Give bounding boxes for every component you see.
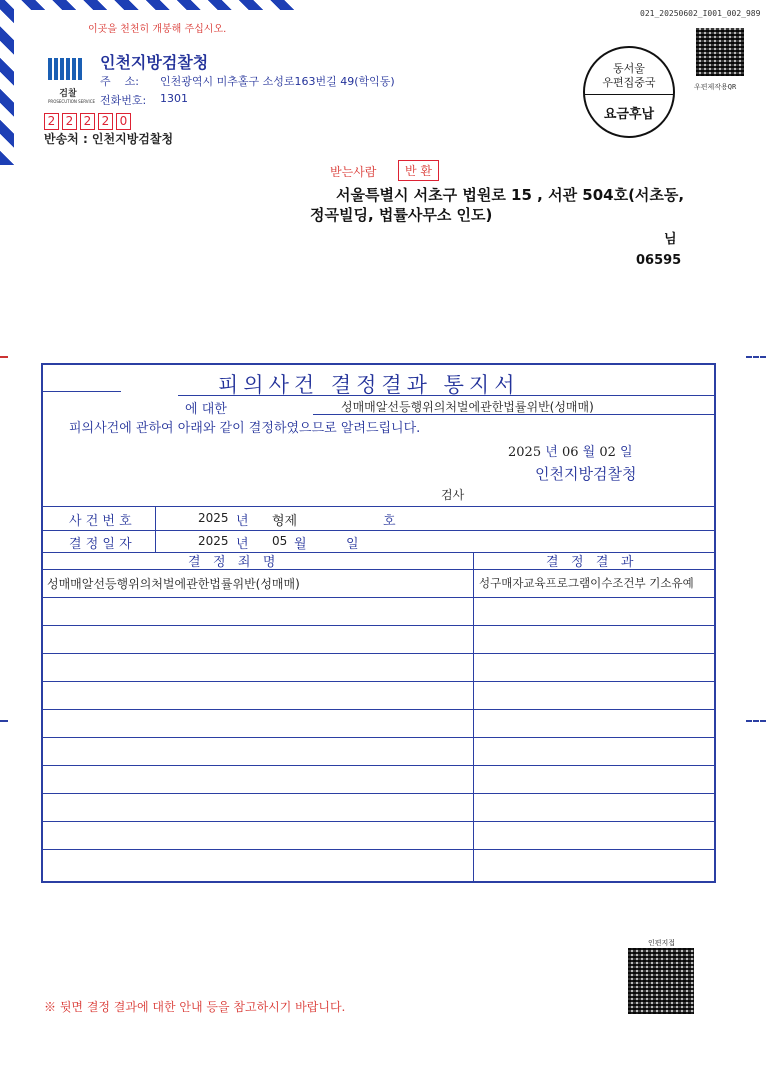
decision-year-unit: 년 <box>236 537 249 552</box>
result-column-header: 결 정 결 과 <box>546 555 634 570</box>
recipient-address-line1: 서울특별시 서초구 법원로 15 , 서관 504호(서초동, <box>336 186 685 204</box>
zip-digit: 2 <box>80 113 95 130</box>
document-id: 021_20250602_I001_002_989 <box>640 9 761 18</box>
sender-address: 인천광역시 미추홀구 소성로163번길 49(학익동) <box>160 75 395 88</box>
postal-office-line1: 동서울 <box>613 62 645 75</box>
logo-subtext: PROSECUTION SERVICE <box>48 99 96 104</box>
case-number-year-unit: 년 <box>236 514 249 529</box>
postal-office-line2: 우편집중국 <box>602 76 656 89</box>
fold-mark-left <box>0 356 8 358</box>
case-number-suffix: 호 <box>383 514 396 529</box>
fold-mark-left-mid <box>0 720 8 722</box>
footer-qr-label: 인편지접 <box>648 939 676 947</box>
about-label: 에 대한 <box>185 402 227 417</box>
airmail-stripe-top <box>0 0 300 10</box>
recipient-label: 받는사람 <box>330 165 377 179</box>
case-type: 형제 <box>272 514 298 529</box>
zip-digit: 2 <box>98 113 113 130</box>
sender-address-label: 주 소: <box>100 75 139 88</box>
day-unit: 일 <box>620 445 633 460</box>
zip-digit: 0 <box>116 113 131 130</box>
notice-month: 06 <box>561 445 579 460</box>
fold-mark-right-mid <box>746 720 766 722</box>
notice-day: 02 <box>599 445 616 460</box>
fold-mark-right <box>746 356 766 358</box>
decision-year: 2025 <box>198 534 229 548</box>
sender-phone-label: 전화번호: <box>100 94 147 107</box>
sender-org: 인천지방검찰청 <box>100 53 209 72</box>
case-charge: 성매매알선등행위의처벌에관한법률위반(성매매) <box>341 400 594 414</box>
intro-text: 피의사건에 관하여 아래와 같이 결정하였으므로 알려드립니다. <box>69 421 421 436</box>
row-result: 성구매자교육프로그램이수조건부 기소유예 <box>479 576 694 590</box>
prosecution-logo <box>48 58 96 104</box>
issuing-office: 인천지방검찰청 <box>535 465 637 483</box>
recipient-zip: 06595 <box>636 253 682 268</box>
postal-qr-code <box>696 28 744 76</box>
open-warning: 이곳을 천천히 개봉해 주십시오. <box>88 24 227 35</box>
case-number-year: 2025 <box>198 511 229 525</box>
footer-note: ※ 뒷면 결정 결과에 대한 안내 등을 참고하시기 바랍니다. <box>44 1000 346 1014</box>
postage-paid-label: 요금후납 <box>603 107 655 122</box>
sender-zip <box>44 110 134 130</box>
zip-digit: 2 <box>44 113 59 130</box>
logo-text: 검찰 <box>59 89 77 99</box>
decision-day-unit: 일 <box>346 537 359 552</box>
return-stamp: 반 환 <box>398 160 439 181</box>
year-unit: 년 <box>545 445 558 460</box>
case-number-label: 사 건 번 호 <box>69 514 132 529</box>
zip-digit: 2 <box>62 113 77 130</box>
footer-qr-code <box>628 948 694 1014</box>
postal-mark <box>583 46 675 138</box>
decision-date-label: 결 정 일 자 <box>69 537 132 552</box>
decision-month: 05 <box>272 534 288 548</box>
row-charge: 성매매알선등행위의처벌에관한법률위반(성매매) <box>47 577 300 591</box>
form-title: 피의사건 결정결과 통지서 <box>218 373 520 397</box>
recipient-address-line2: 정곡빌딩, 법률사무소 인도) <box>310 206 493 224</box>
postal-qr-caption: 우편제작용QR <box>694 83 737 91</box>
prosecutor-label: 검사 <box>441 488 465 502</box>
recipient-honorific: 님 <box>664 232 677 247</box>
notice-form <box>41 363 716 883</box>
return-address: 반송처 : 인천지방검찰청 <box>44 132 174 146</box>
notice-year: 2025 <box>508 445 542 460</box>
decision-month-unit: 월 <box>294 537 307 552</box>
charge-column-header: 결 정 죄 명 <box>188 555 276 570</box>
month-unit: 월 <box>582 445 596 460</box>
sender-phone: 1301 <box>160 92 188 105</box>
airmail-stripe-left <box>0 0 14 165</box>
notice-date <box>508 441 633 460</box>
